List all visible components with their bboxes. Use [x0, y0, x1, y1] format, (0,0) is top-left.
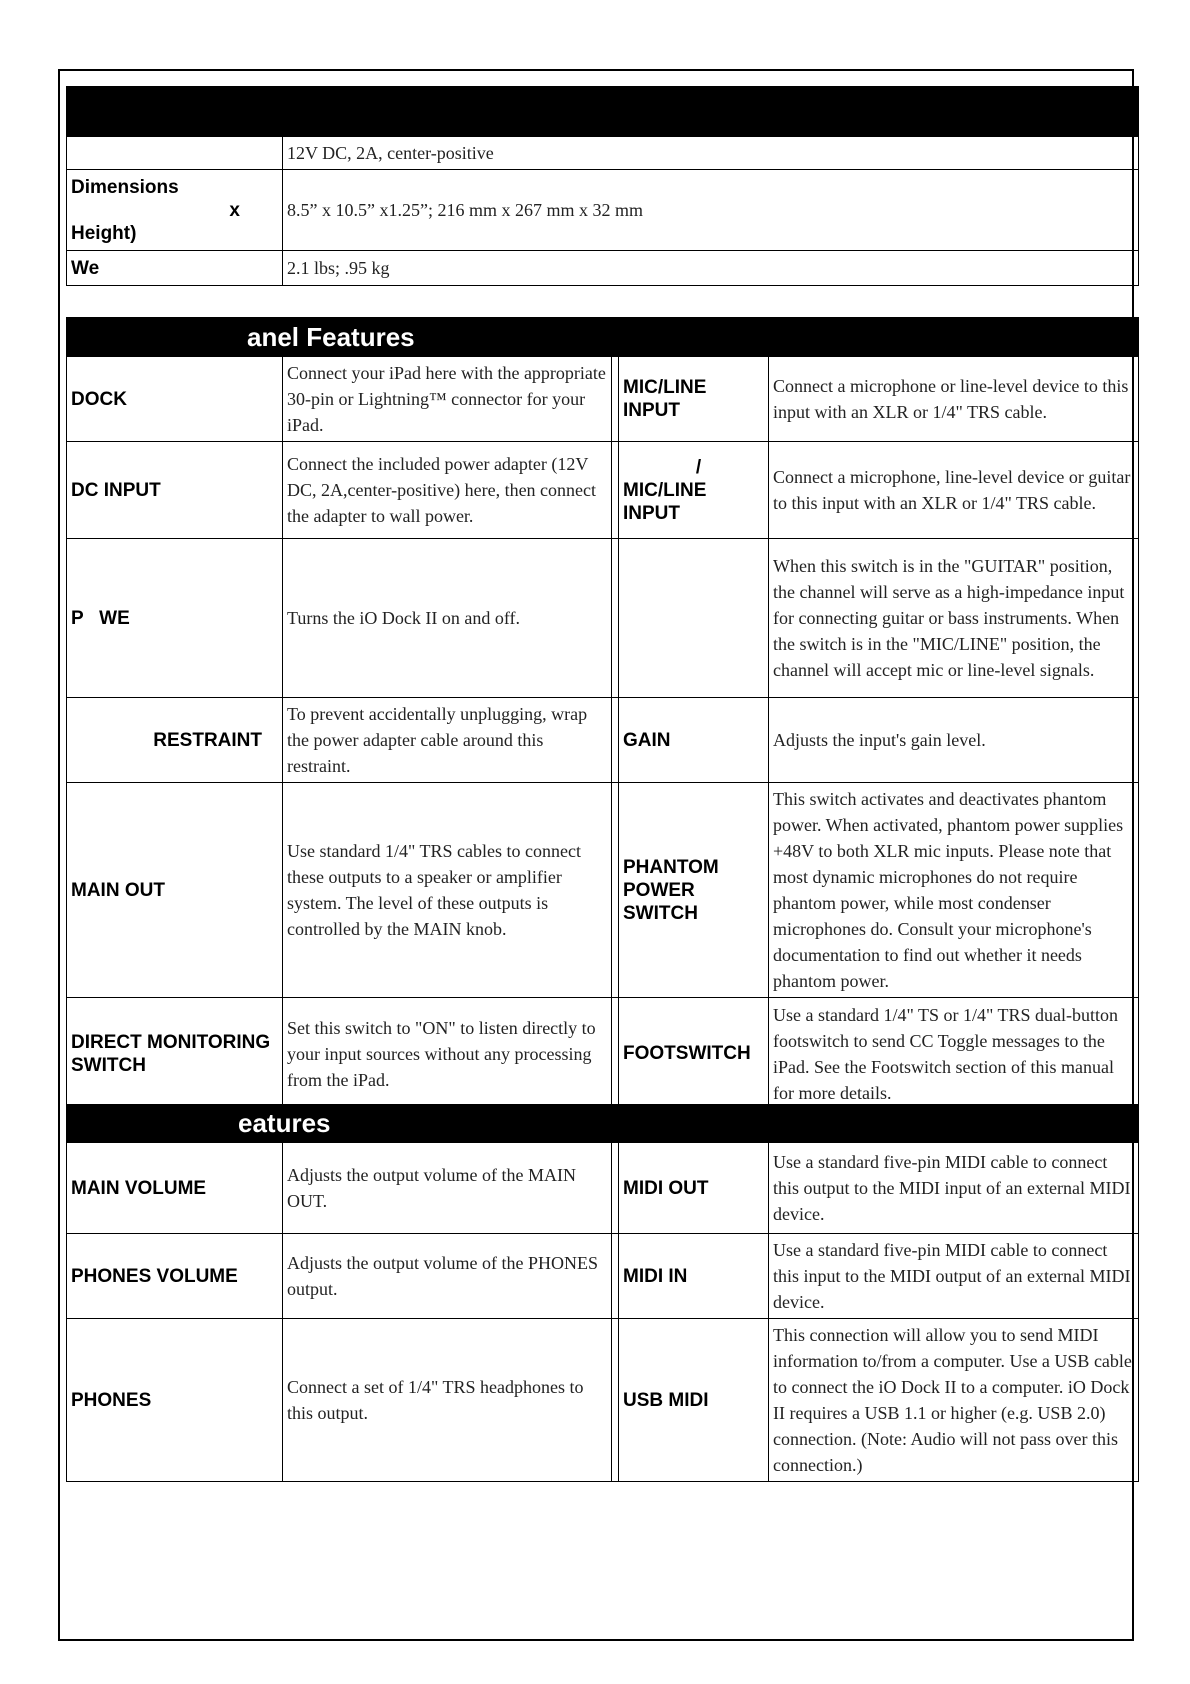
feature-label: PHONES VOLUME: [67, 1234, 283, 1319]
table-row: [67, 170, 1139, 251]
feature-label: DC INPUT: [67, 442, 283, 539]
feature-desc: Connect a set of 1/4" TRS headphones to this output.: [283, 1319, 612, 1482]
spec-value: 2.1 lbs; .95 kg: [283, 251, 1139, 286]
table-row: [67, 1143, 1139, 1234]
spec-label: [67, 170, 283, 251]
feature-label: [619, 442, 769, 539]
feature-label: MAIN VOLUME: [67, 1143, 283, 1234]
table-row: [67, 357, 1139, 442]
feature-desc: Connect your iPad here with the appropriate 30-pin or Lightning™ connector for your iPad.: [283, 357, 612, 442]
feature-desc: Connect the included power adapter (12V DC, 2A,center-positive) here, then connect the adapter to wall power.: [283, 442, 612, 539]
table-row: [67, 1319, 1139, 1482]
feature-label: [619, 539, 769, 698]
table-row: [67, 442, 1139, 539]
features-header: [67, 1105, 1139, 1143]
feature-desc: Use a standard five-pin MIDI cable to connect this input to the MIDI output of an external MIDI device.: [769, 1234, 1139, 1319]
column-gap: [612, 357, 619, 442]
feature-desc: To prevent accidentally unplugging, wrap the power adapter cable around this restraint.: [283, 698, 612, 783]
feature-desc: Use a standard five-pin MIDI cable to connect this output to the MIDI input of an external MIDI device.: [769, 1143, 1139, 1234]
feature-desc: Connect a microphone, line-level device or guitar to this input with an XLR or 1/4" TRS cable.: [769, 442, 1139, 539]
table-row: [67, 783, 1139, 998]
table-row: [67, 539, 1139, 698]
rear-panel-header: [67, 318, 1139, 357]
feature-desc: Adjusts the input's gain level.: [769, 698, 1139, 783]
column-gap: [612, 783, 619, 998]
features-table: [66, 1104, 1139, 1482]
column-gap: [612, 1319, 619, 1482]
column-gap: [612, 1143, 619, 1234]
column-gap: [612, 539, 619, 698]
table-row: [67, 698, 1139, 783]
feature-desc: Connect a microphone or line-level device to this input with an XLR or 1/4" TRS cable.: [769, 357, 1139, 442]
section-title: anel Features: [67, 318, 1139, 357]
rear-panel-table: [66, 317, 1139, 1110]
feature-label: FOOTSWITCH: [619, 998, 769, 1110]
table-row: [67, 998, 1139, 1110]
spec-label: [67, 137, 283, 170]
feature-desc: Adjusts the output volume of the PHONES output.: [283, 1234, 612, 1319]
feature-label: MIC/LINE INPUT: [619, 357, 769, 442]
feature-desc: When this switch is in the "GUITAR" position, the channel will serve as a high-impedance input for connecting guitar or bass instruments. When the switch is in the "MIC/LINE" position, the channel will accept mic or line-level signals.: [769, 539, 1139, 698]
feature-label: DIRECT MONITORING SWITCH: [67, 998, 283, 1110]
feature-label: PHANTOM POWER SWITCH: [619, 783, 769, 998]
spec-label-line: Height): [71, 222, 137, 244]
column-gap: [612, 1234, 619, 1319]
feature-desc: Use standard 1/4" TRS cables to connect these outputs to a speaker or amplifier system. The level of these outputs is controlled by the MAIN knob.: [283, 783, 612, 998]
feature-label: GAIN: [619, 698, 769, 783]
table-row: [67, 137, 1139, 170]
table-row: [67, 251, 1139, 286]
feature-desc: This connection will allow you to send MIDI information to/from a computer. Use a USB cable to connect the iO Dock II to a computer. iO Dock II requires a USB 1.1 or higher (e.g. USB 2.0) connection. (Note: Audio will not pass over this connection.): [769, 1319, 1139, 1482]
feature-desc: Adjusts the output volume of the MAIN OUT.: [283, 1143, 612, 1234]
feature-label: MIDI OUT: [619, 1143, 769, 1234]
feature-desc: Set this switch to "ON" to listen directly to your input sources without any processing from the iPad.: [283, 998, 612, 1110]
column-gap: [612, 698, 619, 783]
table-row: [67, 1234, 1139, 1319]
spec-label: We: [67, 251, 283, 286]
spec-label-line: Dimensions: [71, 176, 179, 198]
feature-label: MIDI IN: [619, 1234, 769, 1319]
specs-table: [66, 86, 1139, 286]
feature-label: RESTRAINT: [67, 698, 283, 783]
label-text: MIC/LINE INPUT: [623, 479, 707, 524]
column-gap: [612, 442, 619, 539]
column-gap: [612, 998, 619, 1110]
feature-desc: Turns the iO Dock II on and off.: [283, 539, 612, 698]
feature-label: DOCK: [67, 357, 283, 442]
feature-label: P WE: [67, 539, 283, 698]
feature-desc: Use a standard 1/4" TS or 1/4" TRS dual-button footswitch to send CC Toggle messages to the iPad. See the Footswitch section of this manual for more details.: [769, 998, 1139, 1110]
spec-value: 12V DC, 2A, center-positive: [283, 137, 1139, 170]
feature-desc: This switch activates and deactivates phantom power. When activated, phantom power supplies +48V to both XLR mic inputs. Please note that most dynamic microphones do not require phantom power, while most condenser microphones do. Consult your microphone's documentation to find out whether it needs phantom power.: [769, 783, 1139, 998]
spec-value: 8.5” x 10.5” x1.25”; 216 mm x 267 mm x 32 mm: [283, 170, 1139, 251]
label-fragment: /: [695, 456, 702, 478]
section-title: eatures: [67, 1105, 1139, 1143]
specs-header: [67, 87, 1139, 137]
feature-label: MAIN OUT: [67, 783, 283, 998]
feature-label: USB MIDI: [619, 1319, 769, 1482]
spec-label-line: x: [229, 199, 240, 221]
feature-label: PHONES: [67, 1319, 283, 1482]
